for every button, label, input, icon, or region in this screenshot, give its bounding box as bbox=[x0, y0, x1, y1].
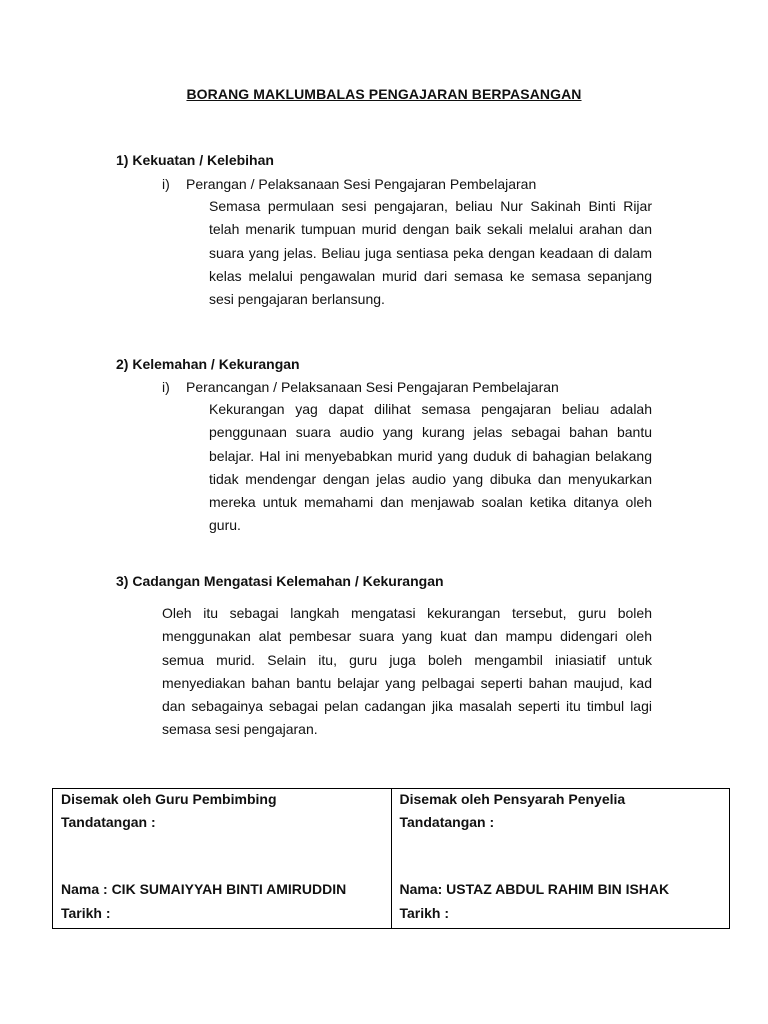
section-2-paragraph: Kekurangan yag dapat dilihat semasa pengajaran beliau adalah penggunaan suara audio yang kurang jelas sebagai bahan bantu belajar. Hal ini menyebabkan murid yang duduk di bahagian belakang tidak mendengar dengan jelas audio yang dibuka dan menyukarkan mereka untuk memahami dan menjawab soalan ketika ditanya oleh guru. bbox=[209, 401, 652, 534]
section-1-subheading bbox=[162, 176, 536, 192]
lecturer-supervisor-heading: Disemak oleh Pensyarah Penyelia bbox=[399, 791, 626, 807]
section-1-sub-number: i) bbox=[162, 176, 170, 192]
section-1-paragraph: Semasa permulaan sesi pengajaran, beliau Nur Sakinah Binti Rijar telah menarik tumpuan murid dengan baik sekali melalui arahan dan suara yang jelas. Beliau juga sentiasa peka dengan keadaan di dalam kelas melalui pengawalan murid dari semasa ke semasa sepanjang sesi pengajaran berlansung. bbox=[209, 198, 652, 308]
section-2-sub-number: i) bbox=[162, 379, 170, 395]
signature-table bbox=[52, 788, 730, 929]
supervisor-teacher-heading: Disemak oleh Guru Pembimbing bbox=[61, 791, 277, 807]
section-2-heading: 2) Kelemahan / Kekurangan bbox=[116, 356, 300, 372]
section-3-paragraph: Oleh itu sebagai langkah mengatasi kekurangan tersebut, guru boleh menggunakan alat pembesar suara yang kuat dan mampu didengari oleh semua murid. Selain itu, guru juga boleh mengambil iniasiatif untuk menyediakan bahan bantu belajar yang pelbagai seperti bahan maujud, kad dan sebagainya sebagai pelan cadangan jika masalah seperti itu timbul lagi semasa sesi pengajaran. bbox=[162, 605, 652, 738]
section-1-heading: 1) Kekuatan / Kelebihan bbox=[116, 152, 274, 168]
section-1-sub-label: Perangan / Pelaksanaan Sesi Pengajaran Pembelajaran bbox=[186, 176, 537, 192]
lecturer-supervisor-cell bbox=[391, 789, 730, 929]
supervisor-teacher-date-label: Tarikh : bbox=[61, 905, 111, 921]
lecturer-supervisor-date-label: Tarikh : bbox=[399, 905, 450, 921]
supervisor-teacher-name: Nama : CIK SUMAIYYAH BINTI AMIRUDDIN bbox=[61, 881, 347, 897]
lecturer-supervisor-name: Nama: USTAZ ABDUL RAHIM BIN ISHAK bbox=[399, 881, 670, 897]
section-3-heading: 3) Cadangan Mengatasi Kelemahan / Kekurangan bbox=[116, 573, 444, 589]
supervisor-teacher-cell bbox=[53, 789, 392, 929]
lecturer-supervisor-signature-label: Tandatangan : bbox=[399, 814, 495, 830]
supervisor-teacher-signature-label: Tandatangan : bbox=[61, 814, 156, 830]
section-2-sub-label: Perancangan / Pelaksanaan Sesi Pengajaran Pembelajaran bbox=[186, 379, 559, 395]
section-2-subheading bbox=[162, 379, 559, 395]
document-title: BORANG MAKLUMBALAS PENGAJARAN BERPASANGAN bbox=[186, 86, 582, 102]
